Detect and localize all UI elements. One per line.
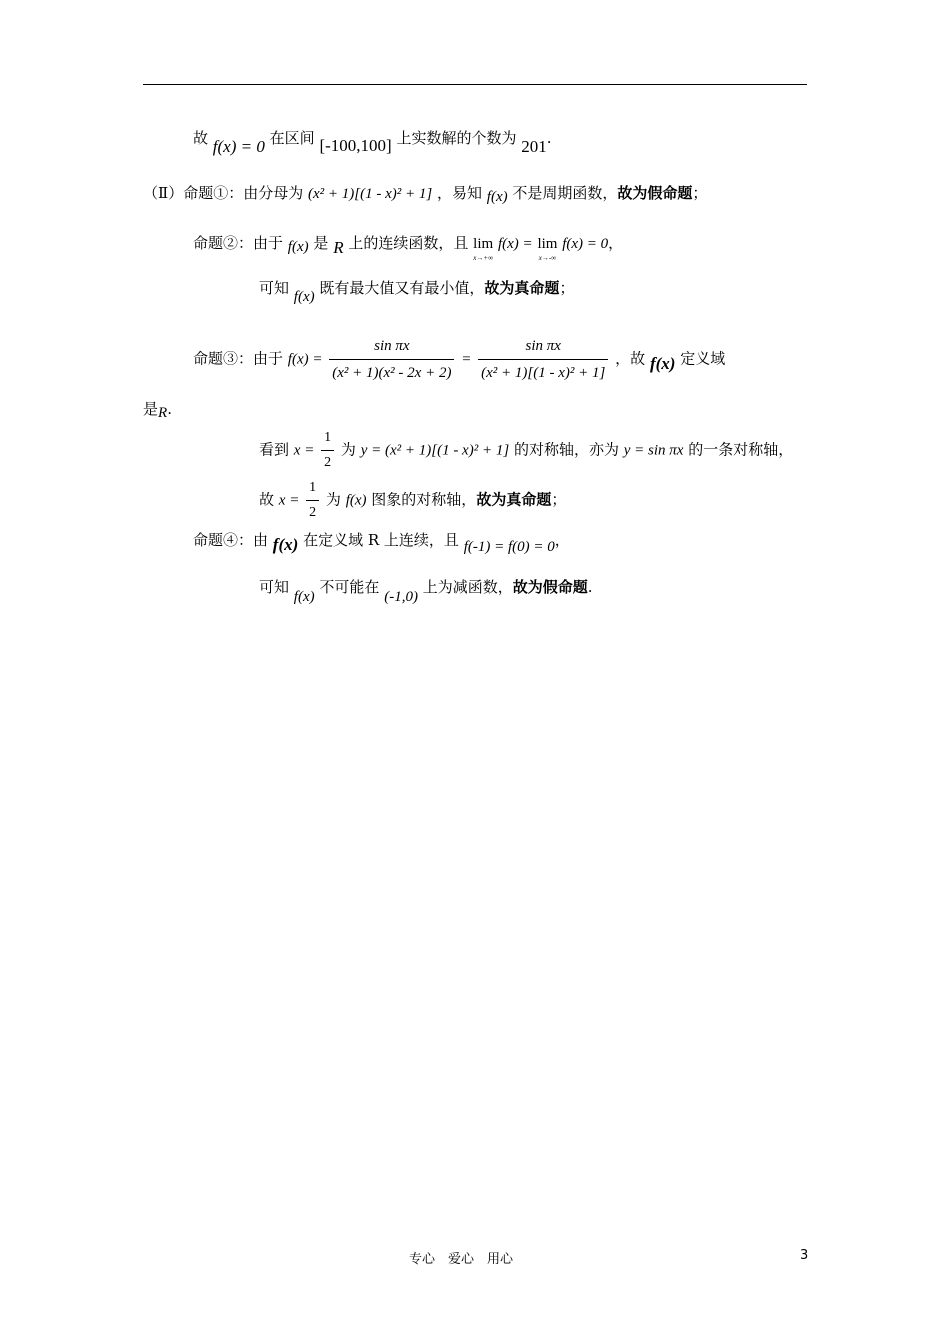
text: 既有最大值又有最小值，	[319, 279, 485, 297]
proposition-4-conclusion	[259, 577, 593, 605]
x-equals: x =	[278, 492, 300, 509]
interval: (-1,0)	[384, 589, 418, 605]
text: 为	[325, 490, 341, 509]
root-count: 201	[521, 137, 547, 156]
fraction-2	[478, 335, 608, 384]
interval: [-100,100]	[319, 136, 392, 155]
limit-plus-inf	[473, 233, 493, 262]
fraction-numerator: sin πx	[329, 335, 454, 360]
equation-f-values: f(-1) = f(0) = 0	[463, 539, 555, 555]
function-fx: f(x)	[287, 239, 309, 255]
text: .	[167, 400, 172, 418]
limit-expression: f(x) = 0	[562, 236, 609, 252]
text: 是	[143, 400, 159, 418]
conclusion-false: 故为假命题	[512, 578, 588, 596]
text: ，故	[615, 349, 646, 368]
text: 可知	[259, 578, 290, 596]
footer-motto: 专心 爱心 用心	[409, 1252, 514, 1267]
header-rule	[143, 84, 807, 85]
fraction-denominator: (x² + 1)(x² - 2x + 2)	[332, 365, 452, 381]
text: ，	[554, 531, 570, 549]
equals-sign: =	[461, 351, 472, 368]
equation-fx-zero: f(x) = 0	[212, 137, 265, 156]
solution-line-count	[193, 128, 552, 156]
proposition-4	[193, 530, 570, 555]
text: .	[587, 578, 593, 596]
function-fx: f(x)	[293, 289, 315, 305]
fraction-denominator: 2	[324, 455, 332, 470]
conclusion-false: 故为假命题	[617, 184, 693, 202]
text: 不是周期函数，	[512, 184, 618, 202]
text: ；	[692, 184, 708, 202]
text: 的对称轴，亦为	[513, 440, 619, 459]
proposition-3-domain	[143, 399, 172, 420]
proposition-3-conclusion	[259, 478, 566, 523]
real-set-R: R	[158, 405, 168, 421]
proposition-1	[143, 183, 707, 204]
lim-text: lim	[537, 236, 558, 252]
fraction-numerator: sin πx	[478, 335, 608, 360]
x-equals: x =	[293, 442, 315, 459]
conclusion-true: 故为真命题	[484, 279, 560, 297]
lim-subscript: x→-∞	[538, 254, 557, 262]
lim-text: lim	[473, 236, 494, 252]
proposition-label: （Ⅱ）命题①：由分母为	[143, 184, 304, 202]
function-fx: f(x)	[272, 535, 299, 554]
text: ，	[608, 234, 624, 252]
text: 故	[259, 490, 275, 509]
text: ；	[559, 279, 575, 297]
text: 定义域	[680, 349, 726, 368]
text: 不可能在	[319, 578, 380, 596]
function-fx: f(x)	[649, 353, 676, 373]
fraction-1	[329, 335, 454, 384]
proposition-label: 命题②：由于	[193, 234, 284, 252]
conclusion-true: 故为真命题	[476, 490, 552, 509]
fraction-denominator: (x² + 1)[(1 - x)² + 1]	[481, 365, 606, 381]
fraction-denominator: 2	[309, 505, 317, 520]
fraction-half	[306, 478, 319, 523]
fraction-numerator: 1	[306, 478, 319, 501]
text: 是	[313, 234, 329, 252]
real-set-R: R	[333, 238, 344, 257]
text: 可知	[259, 279, 290, 297]
proposition-label: 命题③：由于	[193, 349, 284, 368]
text: 上实数解的个数为	[396, 129, 517, 147]
function-fx: f(x)	[293, 589, 315, 605]
text: 上的连续函数，且	[348, 234, 469, 252]
text: 上为减函数，	[422, 578, 513, 596]
text: .	[546, 129, 552, 147]
limit-expression: f(x) =	[497, 236, 533, 252]
lim-subscript: x→+∞	[473, 254, 494, 262]
text: 图象的对称轴，	[371, 490, 477, 509]
text: 在定义域 R 上连续，且	[303, 531, 459, 549]
proposition-2	[193, 233, 623, 262]
text: ，易知	[436, 184, 482, 202]
text: 故	[193, 129, 209, 147]
fraction-half	[321, 428, 334, 473]
function-fx: f(x)	[345, 492, 367, 509]
proposition-label: 命题④：由	[193, 531, 269, 549]
text: 的一条对称轴，	[688, 440, 794, 459]
sine-expression: y = sin πx	[623, 442, 684, 459]
limit-minus-inf	[537, 233, 557, 262]
fraction-numerator: 1	[321, 428, 334, 451]
denominator-expression: (x² + 1)[(1 - x)² + 1]	[307, 186, 433, 202]
text: 看到	[259, 440, 290, 459]
text: ；	[551, 490, 567, 509]
proposition-3	[193, 335, 725, 384]
text: 在区间	[269, 129, 315, 147]
proposition-2-conclusion	[259, 278, 575, 305]
function-fx: f(x)	[486, 189, 508, 205]
proposition-3-axis	[259, 428, 793, 473]
text: 为	[340, 440, 356, 459]
function-fx: f(x) =	[287, 351, 323, 368]
y-expression: y = (x² + 1)[(1 - x)² + 1]	[360, 442, 510, 459]
page-number: 3	[800, 1248, 809, 1263]
